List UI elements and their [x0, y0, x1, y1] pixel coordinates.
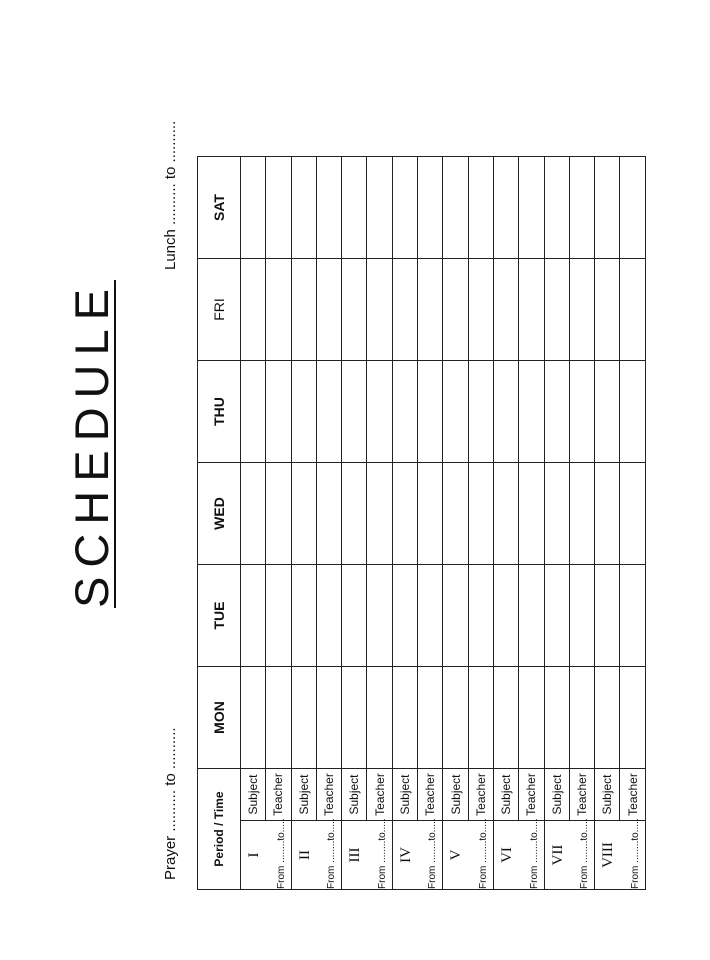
schedule-entry-cell[interactable]: [367, 565, 392, 667]
period-row: [241, 157, 266, 890]
schedule-entry-cell[interactable]: [316, 157, 341, 259]
row-kind-label: Subject: [342, 769, 367, 821]
schedule-entry-cell[interactable]: [266, 157, 291, 259]
row-kind-label: Subject: [544, 769, 569, 821]
period-time-range: From ........to.....: [629, 818, 641, 889]
period-number: I: [246, 852, 262, 858]
schedule-entry-cell[interactable]: [418, 259, 443, 361]
schedule-entry-cell[interactable]: [266, 667, 291, 769]
period-cell: [241, 818, 292, 890]
schedule-entry-cell[interactable]: [569, 157, 594, 259]
row-kind-label: Teacher: [266, 769, 291, 821]
period-time-range: From ........to.....: [326, 818, 338, 889]
schedule-entry-cell[interactable]: [367, 667, 392, 769]
schedule-entry-cell[interactable]: [392, 361, 417, 463]
period-row: [392, 157, 417, 890]
schedule-entry-cell[interactable]: [266, 463, 291, 565]
row-kind-label: Subject: [595, 769, 620, 821]
schedule-entry-cell[interactable]: [468, 463, 493, 565]
schedule-entry-cell[interactable]: [392, 667, 417, 769]
row-kind-label: Subject: [241, 769, 266, 821]
schedule-entry-cell[interactable]: [620, 667, 645, 769]
schedule-entry-cell[interactable]: [316, 565, 341, 667]
schedule-entry-cell[interactable]: [418, 157, 443, 259]
period-row: [443, 157, 468, 890]
schedule-entry-cell[interactable]: [620, 361, 645, 463]
period-number: III: [347, 847, 364, 863]
period-number: VII: [549, 844, 566, 866]
period-time-range: From ........to.....: [427, 818, 439, 889]
schedule-entry-cell[interactable]: [392, 157, 417, 259]
header-period-time: Period / Time: [198, 769, 241, 890]
schedule-entry-cell[interactable]: [493, 667, 518, 769]
schedule-entry-cell[interactable]: [291, 667, 316, 769]
schedule-entry-cell[interactable]: [367, 157, 392, 259]
header-wed: WED: [198, 463, 241, 565]
schedule-entry-cell[interactable]: [418, 565, 443, 667]
schedule-entry-cell[interactable]: [519, 667, 544, 769]
schedule-entry-cell[interactable]: [342, 667, 367, 769]
schedule-entry-cell[interactable]: [519, 259, 544, 361]
schedule-entry-cell[interactable]: [595, 157, 620, 259]
period-row: [291, 157, 316, 890]
schedule-entry-cell[interactable]: [493, 259, 518, 361]
schedule-entry-cell[interactable]: [443, 667, 468, 769]
row-kind-label: Teacher: [367, 769, 392, 821]
header-thu: THU: [198, 361, 241, 463]
period-time-range: From ........to.....: [528, 818, 540, 889]
period-time-range: From ........to.....: [376, 818, 388, 889]
lunch-time-label: Lunch .......... to ..........: [162, 120, 179, 270]
schedule-entry-cell[interactable]: [266, 259, 291, 361]
period-row: [316, 157, 341, 890]
schedule-entry-cell[interactable]: [316, 667, 341, 769]
period-row: [418, 157, 443, 890]
header-row: [198, 157, 241, 890]
period-time-range: From ........to.....: [477, 818, 489, 889]
schedule-entry-cell[interactable]: [519, 463, 544, 565]
prayer-time-label: Prayer .......... to ..........: [162, 727, 179, 880]
schedule-entry-cell[interactable]: [443, 157, 468, 259]
row-kind-label: Subject: [291, 769, 316, 821]
schedule-entry-cell[interactable]: [291, 259, 316, 361]
schedule-entry-cell[interactable]: [342, 565, 367, 667]
schedule-entry-cell[interactable]: [241, 463, 266, 565]
schedule-entry-cell[interactable]: [519, 361, 544, 463]
schedule-entry-cell[interactable]: [544, 361, 569, 463]
schedule-entry-cell[interactable]: [342, 157, 367, 259]
schedule-entry-cell[interactable]: [266, 565, 291, 667]
row-kind-label: Teacher: [519, 769, 544, 821]
schedule-entry-cell[interactable]: [468, 565, 493, 667]
period-number: V: [448, 849, 465, 861]
period-row: [468, 157, 493, 890]
row-kind-label: Subject: [392, 769, 417, 821]
schedule-entry-cell[interactable]: [468, 259, 493, 361]
schedule-entry-cell[interactable]: [266, 361, 291, 463]
period-number: VIII: [600, 842, 617, 868]
schedule-entry-cell[interactable]: [342, 259, 367, 361]
period-number: IV: [397, 847, 414, 863]
schedule-entry-cell[interactable]: [493, 157, 518, 259]
period-row: [620, 157, 645, 890]
schedule-entry-cell[interactable]: [544, 259, 569, 361]
period-number: II: [296, 850, 313, 860]
period-row: [342, 157, 367, 890]
schedule-entry-cell[interactable]: [418, 361, 443, 463]
period-number: VI: [498, 847, 515, 863]
schedule-entry-cell[interactable]: [468, 157, 493, 259]
period-row: [266, 157, 291, 890]
schedule-table: [197, 156, 646, 890]
schedule-entry-cell[interactable]: [468, 361, 493, 463]
period-cell: [392, 818, 443, 890]
row-kind-label: Teacher: [316, 769, 341, 821]
row-kind-label: Teacher: [569, 769, 594, 821]
period-cell: [544, 818, 595, 890]
schedule-entry-cell[interactable]: [595, 667, 620, 769]
schedule-entry-cell[interactable]: [342, 361, 367, 463]
period-row: [595, 157, 620, 890]
schedule-entry-cell[interactable]: [595, 565, 620, 667]
row-kind-label: Teacher: [418, 769, 443, 821]
schedule-entry-cell[interactable]: [291, 157, 316, 259]
schedule-entry-cell[interactable]: [544, 463, 569, 565]
schedule-entry-cell[interactable]: [595, 463, 620, 565]
schedule-entry-cell[interactable]: [418, 463, 443, 565]
period-row: [519, 157, 544, 890]
schedule-entry-cell[interactable]: [468, 667, 493, 769]
row-kind-label: Subject: [443, 769, 468, 821]
schedule-entry-cell[interactable]: [620, 259, 645, 361]
schedule-entry-cell[interactable]: [620, 565, 645, 667]
schedule-entry-cell[interactable]: [367, 361, 392, 463]
period-row: [493, 157, 518, 890]
schedule-entry-cell[interactable]: [544, 157, 569, 259]
schedule-entry-cell[interactable]: [342, 463, 367, 565]
schedule-entry-cell[interactable]: [620, 463, 645, 565]
period-cell: [493, 818, 544, 890]
schedule-entry-cell[interactable]: [569, 463, 594, 565]
period-time-range: From ........to.....: [275, 818, 287, 889]
schedule-entry-cell[interactable]: [316, 259, 341, 361]
period-cell: [443, 818, 494, 890]
schedule-entry-cell[interactable]: [569, 259, 594, 361]
schedule-entry-cell[interactable]: [443, 259, 468, 361]
schedule-entry-cell[interactable]: [392, 565, 417, 667]
schedule-entry-cell[interactable]: [241, 259, 266, 361]
schedule-entry-cell[interactable]: [569, 361, 594, 463]
schedule-entry-cell[interactable]: [367, 463, 392, 565]
schedule-entry-cell[interactable]: [493, 361, 518, 463]
schedule-entry-cell[interactable]: [291, 565, 316, 667]
schedule-entry-cell[interactable]: [519, 565, 544, 667]
period-time-range: From ........to.....: [579, 818, 591, 889]
row-kind-label: Teacher: [468, 769, 493, 821]
schedule-entry-cell[interactable]: [241, 157, 266, 259]
schedule-entry-cell[interactable]: [595, 361, 620, 463]
schedule-entry-cell[interactable]: [443, 565, 468, 667]
schedule-entry-cell[interactable]: [316, 361, 341, 463]
row-kind-label: Subject: [493, 769, 518, 821]
schedule-entry-cell[interactable]: [544, 565, 569, 667]
schedule-body: [241, 157, 646, 890]
schedule-entry-cell[interactable]: [569, 565, 594, 667]
schedule-entry-cell[interactable]: [493, 463, 518, 565]
schedule-entry-cell[interactable]: [595, 259, 620, 361]
schedule-entry-cell[interactable]: [418, 667, 443, 769]
schedule-entry-cell[interactable]: [620, 157, 645, 259]
period-row: [569, 157, 594, 890]
schedule-entry-cell[interactable]: [291, 463, 316, 565]
schedule-entry-cell[interactable]: [392, 463, 417, 565]
row-kind-label: Teacher: [620, 769, 645, 821]
schedule-entry-cell[interactable]: [241, 361, 266, 463]
schedule-entry-cell[interactable]: [291, 361, 316, 463]
schedule-entry-cell[interactable]: [443, 463, 468, 565]
schedule-entry-cell[interactable]: [443, 361, 468, 463]
period-cell: [291, 818, 342, 890]
header-mon: MON: [198, 667, 241, 769]
schedule-entry-cell[interactable]: [493, 565, 518, 667]
period-cell: [595, 818, 646, 890]
period-row: [367, 157, 392, 890]
period-row: [544, 157, 569, 890]
schedule-entry-cell[interactable]: [367, 259, 392, 361]
page-title: SCHEDULE: [65, 280, 118, 608]
schedule-entry-cell[interactable]: [316, 463, 341, 565]
schedule-entry-cell[interactable]: [392, 259, 417, 361]
schedule-entry-cell[interactable]: [519, 157, 544, 259]
header-tue: TUE: [198, 565, 241, 667]
schedule-entry-cell[interactable]: [569, 667, 594, 769]
header-sat: SAT: [198, 157, 241, 259]
header-fri: FRI: [198, 259, 241, 361]
period-cell: [342, 818, 393, 890]
schedule-entry-cell[interactable]: [544, 667, 569, 769]
schedule-entry-cell[interactable]: [241, 667, 266, 769]
schedule-entry-cell[interactable]: [241, 565, 266, 667]
